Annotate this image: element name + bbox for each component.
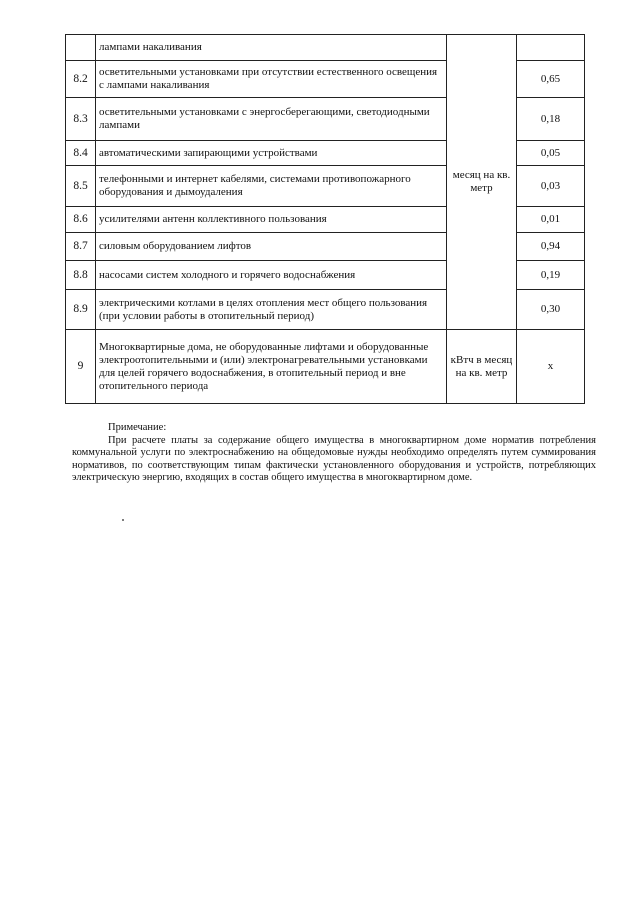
row-value: 0,94 (517, 233, 585, 261)
norms-table (65, 34, 585, 404)
row-value: 0,01 (517, 207, 585, 233)
unit-cell-group-8: месяц на кв. метр (447, 35, 517, 330)
note-title: Примечание: (108, 422, 167, 433)
row-number: 8.4 (66, 141, 96, 166)
row-description: усилителями антенн коллективного пользования (96, 207, 447, 233)
note-section (72, 422, 596, 485)
row-value: 0,05 (517, 141, 585, 166)
scan-speck (122, 519, 124, 521)
table-row (66, 35, 585, 61)
note-text: При расчете платы за содержание общего имущества в многоквартирном доме норматив потребления коммунальной услуги по электроснабжению на общедомовые нужды необходимо определять путем суммирования нормативов, по соответствующим типам фактически установленного оборудования и устройств, потребляющих электрическую энергию, входящих в состав общего имущества в многоквартирном доме. (72, 434, 596, 483)
row-description: силовым оборудованием лифтов (96, 233, 447, 261)
row-value: 0,30 (517, 290, 585, 330)
row-number: 8.9 (66, 290, 96, 330)
row-description: электрическими котлами в целях отопления мест общего пользования (при условии работы в отопительный период) (96, 290, 447, 330)
row-description: осветительными установками при отсутствии естественного освещения с лампами накаливания (96, 61, 447, 98)
row-number: 9 (66, 330, 96, 404)
row-description: осветительными установками с энергосберегающими, светодиодными лампами (96, 98, 447, 141)
row-value (517, 35, 585, 61)
row-number: 8.7 (66, 233, 96, 261)
row-number: 8.5 (66, 166, 96, 207)
row-number: 8.6 (66, 207, 96, 233)
row-description: насосами систем холодного и горячего водоснабжения (96, 261, 447, 290)
row-number (66, 35, 96, 61)
unit-cell-row-9: кВтч в месяц на кв. метр (447, 330, 517, 404)
row-value: х (517, 330, 585, 404)
row-description: Многоквартирные дома, не оборудованные лифтами и оборудованные электроотопительными и (или) электронагревательными установками для целей горячего водоснабжения, в отопительный период и вне отопительного периода (96, 330, 447, 404)
row-number: 8.2 (66, 61, 96, 98)
row-description: лампами накаливания (96, 35, 447, 61)
row-value: 0,19 (517, 261, 585, 290)
row-description: автоматическими запирающими устройствами (96, 141, 447, 166)
row-value: 0,03 (517, 166, 585, 207)
table-row (66, 330, 585, 404)
row-value: 0,65 (517, 61, 585, 98)
row-number: 8.8 (66, 261, 96, 290)
row-number: 8.3 (66, 98, 96, 141)
row-description: телефонными и интернет кабелями, системами противопожарного оборудования и дымоудаления (96, 166, 447, 207)
row-value: 0,18 (517, 98, 585, 141)
